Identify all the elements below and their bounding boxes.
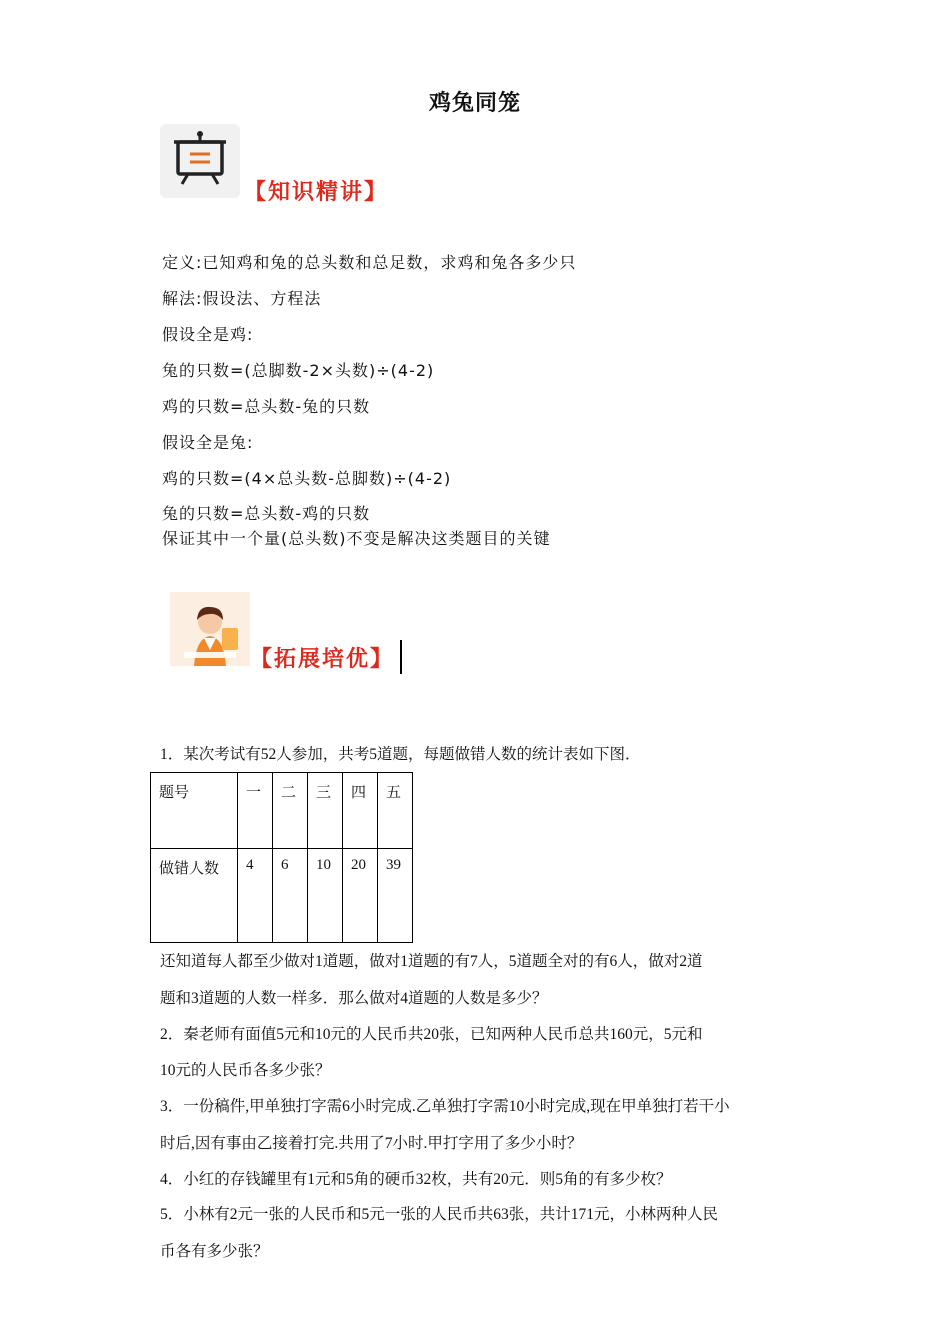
table-cell: 一 [238, 773, 273, 849]
table-cell: 4 [238, 849, 273, 943]
definition-line: 鸡的只数=(4×总头数-总脚数)÷(4-2) [162, 469, 452, 488]
definition-line: 假设全是兔: [162, 433, 254, 452]
definition-line: 解法:假设法、方程法 [162, 289, 322, 308]
question-2-text: 10元的人民币各多少张？ [160, 1062, 331, 1079]
table-cell: 6 [273, 849, 308, 943]
definition-line: 保证其中一个量(总头数)不变是解决这类题目的关键 [162, 529, 551, 548]
presentation-board-icon [160, 124, 240, 198]
question-1-intro: 1．某次考试有52人参加，共考5道题，每题做错人数的统计表如下图． [160, 746, 641, 763]
definition-line: 假设全是鸡: [162, 325, 254, 344]
table-cell: 四 [343, 773, 378, 849]
error-count-table [150, 772, 413, 943]
definition-line: 兔的只数=总头数-鸡的只数 [162, 504, 371, 523]
question-4-text: 4．小红的存钱罐里有1元和5角的硬币32枚，共有20元．则5角的有多少枚？ [160, 1171, 672, 1188]
table-cell: 五 [378, 773, 413, 849]
question-5-text: 币各有多少张？ [160, 1243, 269, 1260]
question-3-text: 3．一份稿件,甲单独打字需6小时完成.乙单独打字需10小时完成,现在甲单独打若干小 [160, 1098, 730, 1115]
question-2-text: 2．秦老师有面值5元和10元的人民币共20张，已知两种人民币总共160元，5元和 [160, 1026, 703, 1043]
definition-line: 定义:已知鸡和兔的总头数和总足数，求鸡和兔各多少只 [162, 253, 577, 272]
table-cell: 39 [378, 849, 413, 943]
table-cell: 二 [273, 773, 308, 849]
section-banner-extension: 【拓展培优】 [250, 647, 395, 672]
definition-line: 鸡的只数=总头数-兔的只数 [162, 397, 371, 416]
question-5-text: 5．小林有2元一张的人民币和5元一张的人民币共63张，共计171元，小林两种人民 [160, 1206, 719, 1223]
question-1-text: 题和3道题的人数一样多．那么做对4道题的人数是多少？ [160, 990, 548, 1007]
table-cell: 10 [308, 849, 343, 943]
table-cell: 三 [308, 773, 343, 849]
section-banner-knowledge: 【知识精讲】 [244, 180, 389, 205]
teacher-avatar-icon [170, 592, 250, 666]
page-title: 鸡兔同笼 [428, 91, 521, 116]
question-1-text: 还知道每人都至少做对1道题，做对1道题的有7人，5道题全对的有6人，做对2道 [160, 953, 703, 970]
table-row [151, 773, 413, 849]
table-cell: 题号 [151, 773, 238, 849]
definition-line: 兔的只数=(总脚数-2×头数)÷(4-2) [162, 361, 435, 380]
text-cursor [400, 640, 402, 674]
table-cell: 做错人数 [151, 849, 238, 943]
question-3-text: 时后,因有事由乙接着打完.共用了7小时.甲打字用了多少小时？ [160, 1135, 583, 1152]
table-cell: 20 [343, 849, 378, 943]
table-row [151, 849, 413, 943]
